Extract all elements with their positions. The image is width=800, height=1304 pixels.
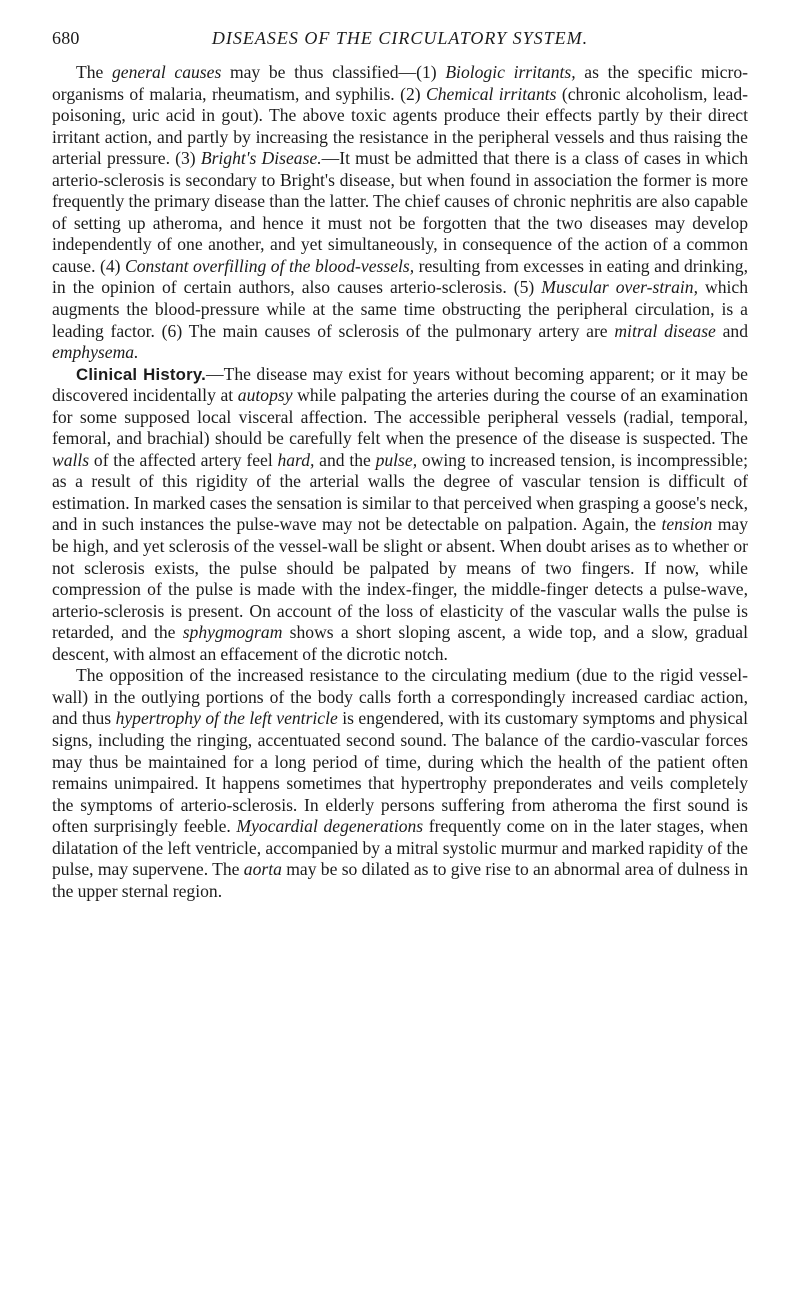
paragraph-hypertrophy — [52, 665, 748, 902]
italic-term: Myocardial degenerations — [236, 816, 424, 837]
text-run: frequently come on in the later stages, when dilatation of the left ventricle, accompanied by a mitral systolic murmur and marked rapidity of the pulse, may supervene. The — [52, 816, 748, 880]
italic-term: sphygmogram — [182, 622, 283, 643]
italic-term: Bright's Disease. — [200, 148, 322, 169]
italic-term: tension — [661, 514, 713, 535]
text-run: as the specific micro-organisms of malaria, rheumatism, and syphilis. (2) — [52, 62, 748, 104]
text-run: may be so dilated as to give rise to an abnormal area of dulness in the upper sternal region. — [52, 859, 748, 901]
italic-term: Biologic irritants, — [445, 62, 576, 82]
italic-term: autopsy — [237, 385, 293, 406]
body-text — [52, 62, 748, 902]
text-run: of the affected artery feel — [89, 449, 278, 470]
paragraph-general-causes — [52, 62, 748, 364]
italic-term: Chemical irritants — [425, 83, 557, 104]
italic-term: mitral disease — [614, 320, 716, 341]
page-number: 680 — [52, 28, 80, 48]
italic-term: hypertrophy of the left ventricle — [115, 708, 338, 729]
text-run: shows a short sloping ascent, a wide top, and a slow, gradual descent, with almost an effacement of the dicrotic notch. — [52, 622, 749, 664]
text-run: may be high, and yet sclerosis of the vessel-wall be slight or absent. When doubt arises as to whether or not sclerosis exists, the pulse should be palpated by means of two fingers. If now, while compression of the pulse is made with the index-finger, the middle-finger detects a pulse-wave, arterio-sclerosis is present. On account of the loss of elasticity of the vascular walls the pulse is retarded, and the — [52, 514, 748, 643]
running-head — [52, 28, 748, 54]
text-run: while palpating the arteries during the course of an examination for some supposed local visceral affection. The accessible peripheral vessels (radial, temporal, femoral, and brachial) should be carefully felt when the presence of the disease is suspected. The — [52, 385, 749, 449]
text-run: The — [76, 62, 112, 82]
paragraph-clinical-history — [52, 364, 748, 666]
text-run: and — [715, 320, 748, 341]
text-run: resulting from excesses in eating and drinking, in the opinion of certain authors, also causes arterio-sclerosis. (5) — [52, 255, 748, 298]
text-run: —It must be admitted that there is a class of cases in which arterio-sclerosis is secondary to Bright's disease, but when found in association the former is more frequently the primary disease than the latter. The chief causes of chronic nephritis are also capable of setting up atheroma, and hence it must not be forgotten that the two diseases may develop independently of one another, and yet simultaneously, in consequence of the action of a common cause. (4) — [52, 148, 749, 276]
running-title: DISEASES OF THE CIRCULATORY SYSTEM. — [211, 28, 589, 48]
italic-term: Muscular over-strain, — [541, 277, 698, 298]
text-run: which augments the blood-pressure while at the same time obstructing the peripheral circulation, is a leading factor. (6) The main causes of sclerosis of the pulmonary artery are — [52, 277, 748, 341]
italic-term: emphysema. — [52, 342, 139, 363]
italic-term: hard, — [277, 449, 315, 470]
italic-term: pulse, — [375, 449, 418, 470]
italic-term: aorta — [243, 859, 282, 880]
text-run: may be thus classified—(1) — [221, 62, 446, 82]
text-run: —The disease may exist for years without becoming apparent; or it may be discovered incidentally at — [52, 363, 748, 406]
text-run: (chronic alcoholism, lead-poisoning, uric acid in gout). The above toxic agents produce their effects partly by their direct irritant action, and partly by increasing the resistance in the peripheral vessels and thus raising the arterial pressure. (3) — [52, 83, 748, 169]
text-run: and the — [314, 449, 376, 470]
text-run: is engendered, with its customary symptoms and physical signs, including the ringing, accentuated second sound. The balance of the cardio-vascular forces may thus be maintained for a long period of time, during which the health of the patient often remains unimpaired. It happens sometimes that hypertrophy preponderates and veils completely the symptoms of arterio-sclerosis. In elderly persons suffering from atheroma the first sound is often surprisingly feeble. — [52, 708, 748, 837]
italic-term: Constant overfilling of the blood-vessels, — [124, 255, 415, 276]
italic-term: walls — [52, 449, 90, 470]
italic-term: general causes — [112, 62, 222, 82]
book-page — [52, 28, 748, 902]
text-run: owing to increased tension, is incompressible; as a result of this rigidity of the arterial walls the degree of vascular tension is difficult of estimation. In marked cases the sensation is similar to that perceived when grasping a goose's neck, and in such instances the pulse-wave may not be detectable on palpation. Again, the — [52, 449, 748, 535]
text-run: The opposition of the increased resistance to the circulating medium (due to the rigid vessel-wall) in the outlying portions of the body calls forth a correspondingly increased cardiac action, and thus — [52, 665, 748, 729]
section-heading: Clinical History. — [76, 364, 207, 384]
